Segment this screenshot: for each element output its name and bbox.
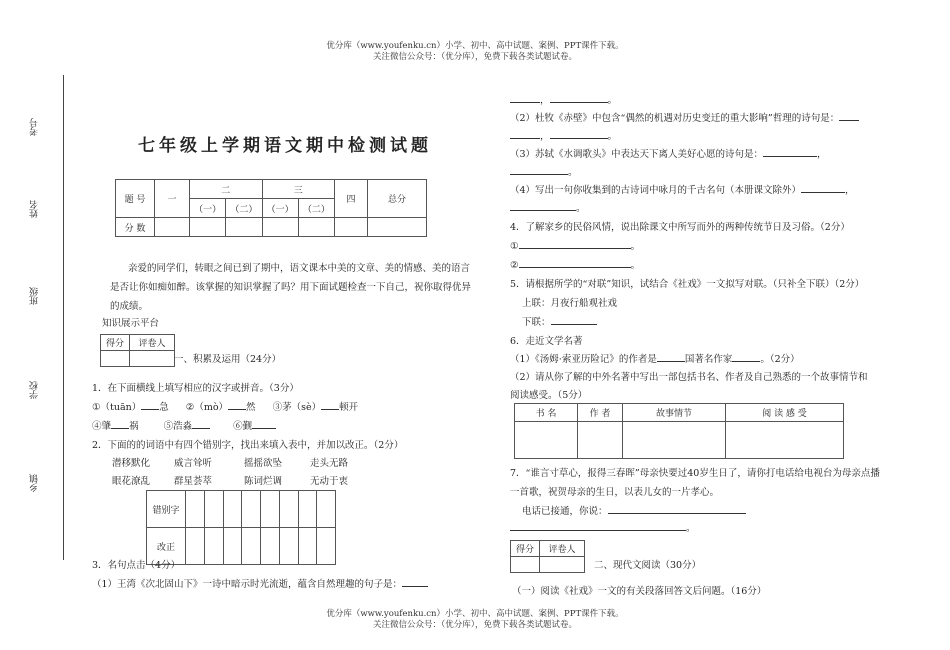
score-cell[interactable] <box>262 218 298 237</box>
q3-3: （3）苏轼《水调歌头》中表达天下离人美好心愿的诗句是： ， <box>510 149 827 160</box>
score-sub: （一） <box>190 199 226 218</box>
score-cell[interactable] <box>335 218 368 237</box>
score-sub: （二） <box>298 199 334 218</box>
q1-line-b: ④肇 祸 ⑤浩淼 ⑥觐 <box>92 418 276 432</box>
score-head-tihao: 题 号 <box>116 180 155 218</box>
page-title: 七年级上学期语文期中检测试题 <box>138 136 432 156</box>
q5-upper: 上联：月夜行船观社戏 <box>522 298 618 309</box>
q4-answer-1: ① 。 <box>510 241 641 252</box>
section-2-title: 二、现代文阅读（30分） <box>594 560 702 571</box>
footer-line-1: 优分库（www.youfenku.cn）小学、初中、高中试题、案例、PPT课件下载。 <box>326 609 624 619</box>
score-table <box>115 179 427 237</box>
q3-2-cont: ， 。 <box>510 128 617 142</box>
q3-4: （4）写出一句你收集到的古诗词中咏月的千古名句（本册课文除外） ， <box>510 185 855 196</box>
q6-1: （1）《汤姆·索亚历险记》的作者是 国著名作家 。（2分） <box>510 354 800 365</box>
reader-box-1: 得分 评卷人 <box>100 334 175 367</box>
q6-2b: 阅读感受。（5分） <box>510 390 588 401</box>
label-xingming: 姓名 <box>30 200 40 218</box>
score-sub: （二） <box>226 199 262 218</box>
q1-line-a: ①（tuān） 急 ②（mò） 然 ③茅（sè） 顿开 <box>92 402 359 413</box>
score-sub: （一） <box>262 199 298 218</box>
q4-answer-2: ② 。 <box>510 260 641 271</box>
q5: 5．请根据所学的“对联”知识，试结合《社戏》一文拟写对联。（只补全下联）（2分） <box>510 279 865 290</box>
header-line-2: 关注微信公众号：（优分库），免费下载各类试题试卷。 <box>372 52 577 62</box>
score-cell[interactable] <box>368 218 427 237</box>
binding-line <box>63 75 64 560</box>
q3-1-cont: ， 。 <box>510 92 617 106</box>
q2-words-2: 眼花潦乱 群星荟萃 陈词烂调 无动于衷 <box>112 476 349 487</box>
q2-words-1: 潜移默化 威言耸听 摇摇欲坠 走头无路 <box>112 458 349 469</box>
section-2-1: （一）阅读《社戏》一文的有关段落回答文后问题。（16分） <box>512 586 767 597</box>
section-platform: 知识展示平台 <box>102 318 160 329</box>
q1: 1．在下面横线上填写相应的汉字或拼音。（3分） <box>92 383 299 394</box>
grid-label-wrong: 错别字 <box>147 491 186 528</box>
section-1-title: 一、积累及运用（24分） <box>174 354 282 365</box>
q6: 6．走近文学名著 <box>510 336 583 347</box>
score-cell[interactable] <box>226 218 262 237</box>
header-line-1: 优分库（www.youfenku.cn）小学、初中、高中试题、案例、PPT课件下载。 <box>326 41 624 51</box>
q3: 3．名句点击（4分） <box>92 560 181 571</box>
reader-box-2: 得分 评卷人 <box>510 540 585 573</box>
q2: 2．下面的的词语中有四个错别字，找出来填入表中，并加以改正。（2分） <box>92 440 404 451</box>
q7-answer-line[interactable]: 。 <box>510 520 696 534</box>
label-kaohao: 考号 <box>30 118 40 136</box>
label-xiangzhen: 乡镇 <box>30 474 40 492</box>
score-head-2: 二 <box>190 180 263 199</box>
q5-lower: 下联： <box>522 314 597 328</box>
score-head-4: 四 <box>335 180 368 218</box>
q3-2: （2）杜牧《赤壁》中包含“偶然的机遇对历史变迁的重大影响”哲理的诗句是： <box>510 110 859 124</box>
q3-3-cont: 。 <box>510 164 578 178</box>
score-cell[interactable] <box>298 218 334 237</box>
score-head-1: 一 <box>155 180 190 218</box>
grid-label-fix: 改正 <box>147 528 186 565</box>
q3-1: （1）王湾《次北固山下》一诗中暗示时光流逝，蕴含自然理趣的句子是： <box>92 576 428 590</box>
score-cell[interactable] <box>190 218 226 237</box>
q4: 4．了解家乡的民俗风情，说出除课文中所写而外的两种传统节日及习俗。（2分） <box>510 222 850 233</box>
footer-line-2: 关注微信公众号：（优分库），免费下载各类试题试卷。 <box>372 620 577 630</box>
books-table: 书 名 作 者 故事情节 阅 读 感 受 <box>514 403 844 459</box>
q6-2a: （2）请从你了解的中外名著中写出一部包括书名、作者及自己熟悉的一个故事情节和 <box>510 372 868 383</box>
score-cell[interactable] <box>155 218 190 237</box>
q7a: 7．“谁言寸草心，报得三春晖”母亲快要过40岁生日了，请你打电话给电视台为母亲点播 <box>510 468 880 479</box>
correction-grid <box>146 490 336 565</box>
q7c: 电话已接通，你说： <box>522 503 746 517</box>
score-head-3: 三 <box>262 180 335 199</box>
label-xuexiao: 学校 <box>30 381 40 399</box>
q7b: 一首歌，祝贺母亲的生日，以表儿女的一片孝心。 <box>510 487 720 498</box>
score-row-label: 分 数 <box>116 218 155 237</box>
score-head-total: 总分 <box>368 180 427 218</box>
q3-4-cont: 。 <box>510 200 586 214</box>
label-banji: 班级 <box>30 287 40 305</box>
intro: 亲爱的同学们，转眼之间已到了期中，语文课本中美的文章、美的情感、美的语言 是否让你如痴如醉。该掌握的知识掌握了吗？用下面试题检查一下自己，祝你取得优异 的成绩。 <box>110 263 472 312</box>
